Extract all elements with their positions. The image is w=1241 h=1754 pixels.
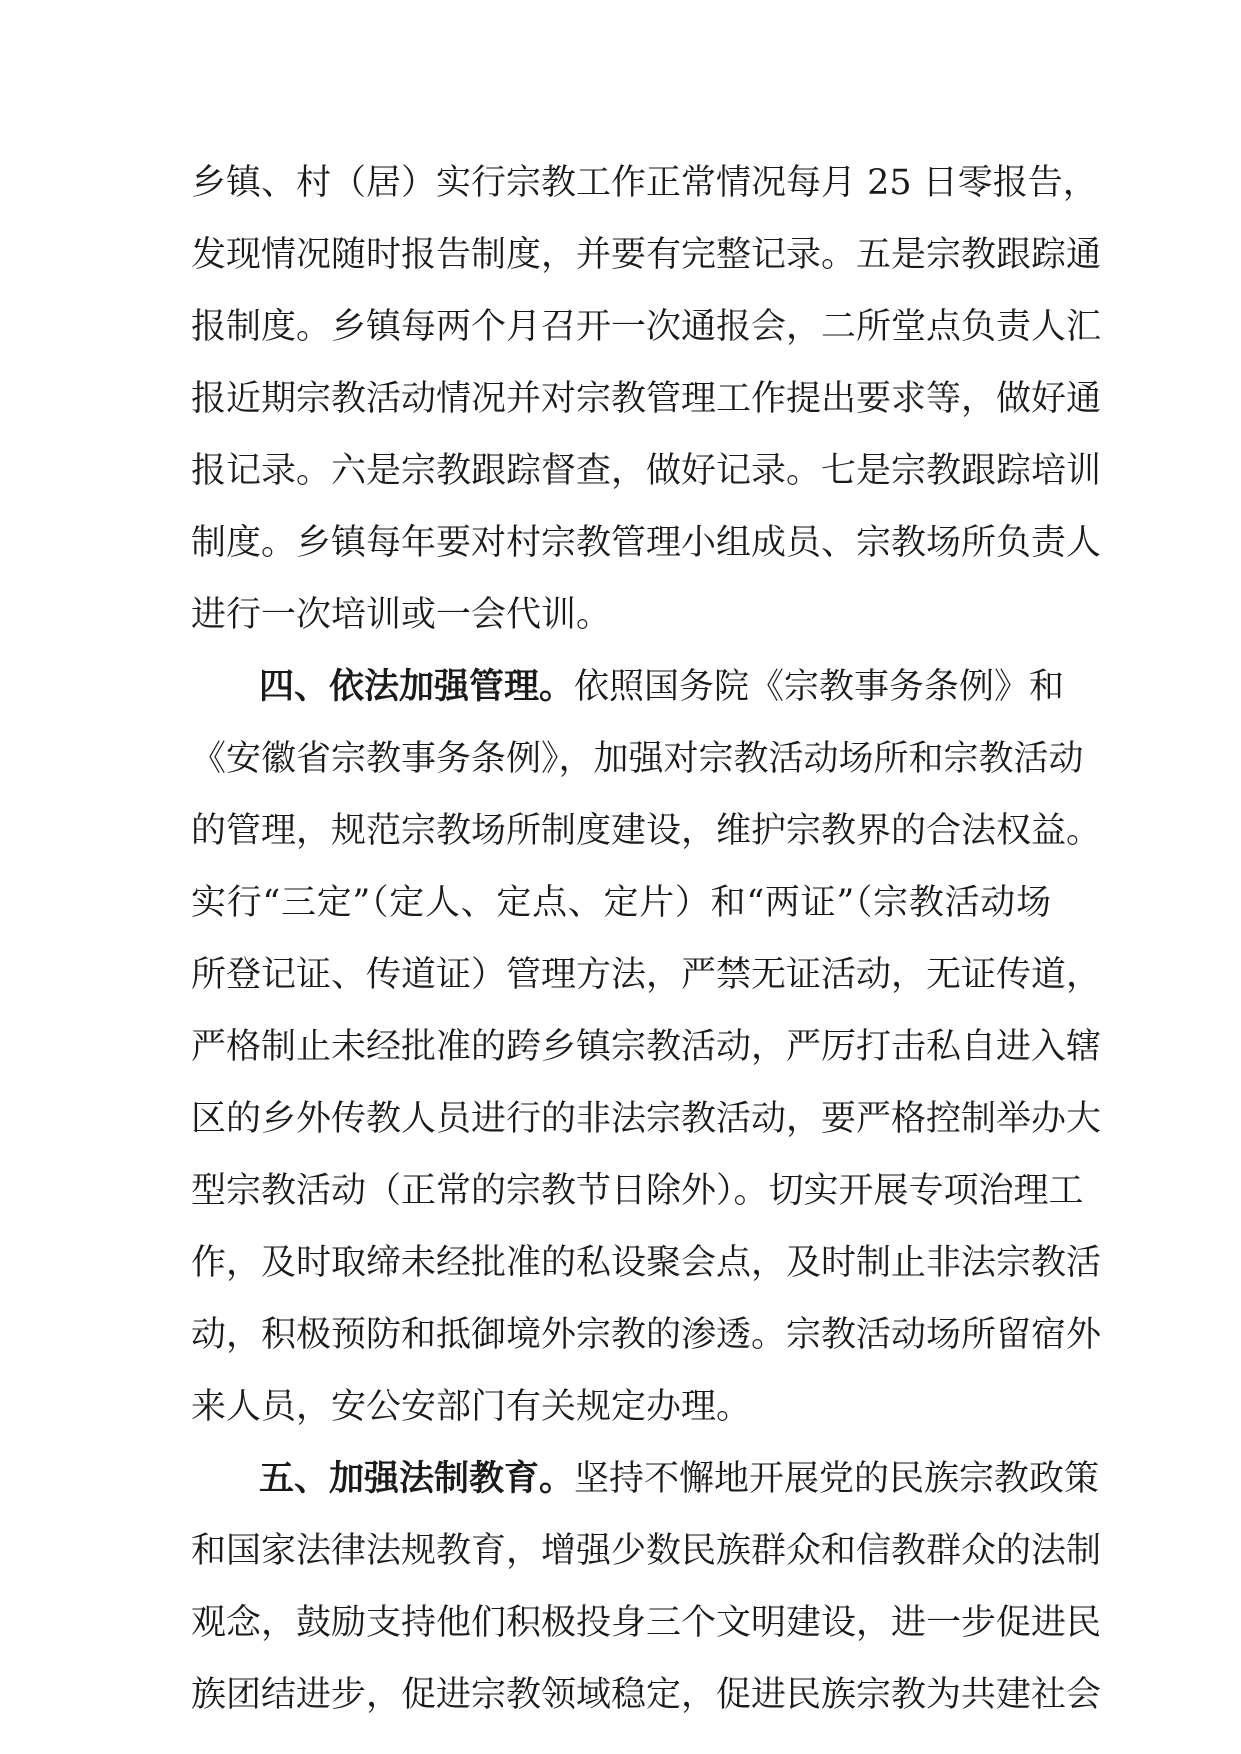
paragraph-2-line-11: 来人员，安公安部门有关规定办理。 bbox=[191, 1387, 752, 1427]
paragraph-3-line-1-text: 坚持不懈地开展党的民族宗教政策 bbox=[574, 1459, 1100, 1499]
paragraph-2-line-1-text: 依照国务院《宗教事务条例》和 bbox=[574, 667, 1065, 707]
section-five-heading: 五、加强法制教育。 bbox=[259, 1458, 575, 1499]
section-four-heading: 四、依法加强管理。 bbox=[259, 666, 575, 707]
paragraph-2-line-3: 的管理，规范宗教场所制度建设，维护宗教界的合法权益。 bbox=[191, 811, 1102, 851]
paragraph-1-line-2: 发现情况随时报告制度，并要有完整记录。五是宗教跟踪通 bbox=[191, 235, 1102, 275]
paragraph-2-line-2: 《安徽省宗教事务条例》，加强对宗教活动场所和宗教活动 bbox=[191, 739, 1084, 779]
paragraph-3-line-4: 族团结进步，促进宗教领域稳定，促进民族宗教为共建社会 bbox=[191, 1675, 1102, 1715]
paragraph-3-line-1 bbox=[259, 1443, 1100, 1515]
paragraph-2-line-6: 严格制止未经批准的跨乡镇宗教活动，严厉打击私自进入辖 bbox=[191, 1027, 1102, 1067]
paragraph-2-line-5: 所登记证、传道证）管理方法，严禁无证活动，无证传道， bbox=[191, 955, 1102, 995]
paragraph-2-line-7: 区的乡外传教人员进行的非法宗教活动，要严格控制举办大 bbox=[191, 1099, 1102, 1139]
paragraph-1-line-4: 报近期宗教活动情况并对宗教管理工作提出要求等，做好通 bbox=[191, 379, 1102, 419]
paragraph-2-line-4: 实行“三定”（定人、定点、定片）和“两证”（宗教活动场 bbox=[191, 883, 1051, 923]
paragraph-1-line-5: 报记录。六是宗教跟踪督查，做好记录。七是宗教跟踪培训 bbox=[191, 451, 1102, 491]
paragraph-3-line-3: 观念，鼓励支持他们积极投身三个文明建设，进一步促进民 bbox=[191, 1603, 1102, 1643]
paragraph-1-line-6: 制度。乡镇每年要对村宗教管理小组成员、宗教场所负责人 bbox=[191, 523, 1102, 563]
paragraph-1-line-1: 乡镇、村（居）实行宗教工作正常情况每月 25 日零报告， bbox=[191, 163, 1098, 203]
paragraph-2-line-9: 作，及时取缔未经批准的私设聚会点，及时制止非法宗教活 bbox=[191, 1243, 1102, 1283]
paragraph-2-line-8: 型宗教活动（正常的宗教节日除外）。切实开展专项治理工 bbox=[191, 1171, 1084, 1211]
paragraph-1-line-7: 进行一次培训或一会代训。 bbox=[191, 595, 612, 635]
paragraph-2-line-1 bbox=[259, 651, 1065, 723]
paragraph-1-line-3: 报制度。乡镇每两个月召开一次通报会，二所堂点负责人汇 bbox=[191, 307, 1102, 347]
paragraph-2-line-10: 动，积极预防和抵御境外宗教的渗透。宗教活动场所留宿外 bbox=[191, 1315, 1102, 1355]
paragraph-3-line-2: 和国家法律法规教育，增强少数民族群众和信教群众的法制 bbox=[191, 1531, 1102, 1571]
